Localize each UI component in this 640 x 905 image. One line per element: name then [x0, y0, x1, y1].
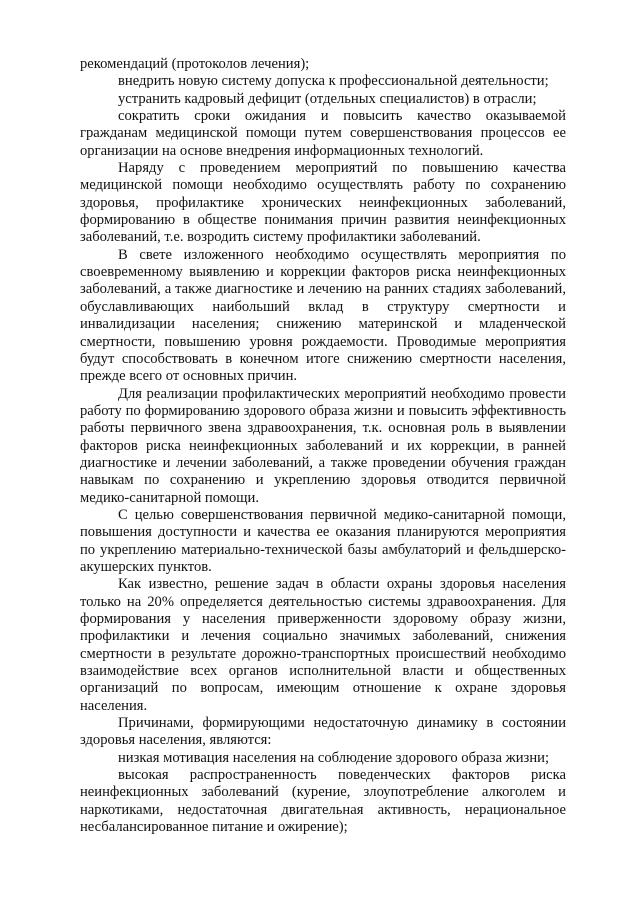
paragraph-list-item: сократить сроки ожидания и повысить качество оказываемой гражданам медицинской помощи путем совершенствования процессов ее организации на основе внедрения информационных технологий.	[80, 108, 566, 159]
paragraph: В свете изложенного необходимо осуществлять мероприятия по своевременному выявлению и коррекции факторов риска неинфекционных заболеваний, а также диагностике и лечению на ранних стадиях заболеваний, обуславливающих наибольший вклад в структуру смертности и инвалидизации населения; снижению материнской и младенческой смертности, повышению уровня рождаемости. Проводимые мероприятия будут способствовать в конечном итоге снижению смертности населения, прежде всего от основных причин.	[80, 246, 566, 385]
paragraph: Для реализации профилактических мероприятий необходимо провести работу по формированию здорового образа жизни и повысить эффективность работы первичного звена здравоохранения, т.к. основная роль в выявлении факторов риска неинфекционных заболеваний и их коррекции, в ранней диагностике и лечении заболеваний, а также проведении обучения граждан навыкам по сохранению и укреплению здоровья отводится первичной медико-санитарной помощи.	[80, 385, 566, 506]
paragraph: Наряду с проведением мероприятий по повышению качества медицинской помощи необходимо осуществлять работу по сохранению здоровья, профилактике хронических неинфекционных заболеваний, формированию в обществе понимания причин развития неинфекционных заболеваний, т.е. возродить систему профилактики заболеваний.	[80, 160, 566, 246]
paragraph: Как известно, решение задач в области охраны здоровья населения только на 20% определяется деятельностью системы здравоохранения. Для формирования у населения приверженности здоровому образу жизни, профилактики и лечения социально значимых заболеваний, снижения смертности в результате дорожно-транспортных происшествий необходимо взаимодействие всех органов исполнительной власти и общественных организаций по вопросам, имеющим отношение к охране здоровья населения.	[80, 576, 566, 714]
paragraph: Причинами, формирующими недостаточную динамику в состоянии здоровья населения, являются:	[80, 715, 566, 749]
paragraph-list-item: внедрить новую систему допуска к профессиональной деятельности;	[118, 73, 549, 90]
paragraph-list-item: низкая мотивация населения на соблюдение здорового образа жизни;	[118, 749, 549, 766]
document-page	[80, 56, 566, 836]
paragraph-continuation: рекомендаций (протоколов лечения);	[80, 56, 310, 72]
paragraph-list-item: высокая распространенность поведенческих факторов риска неинфекционных заболеваний (курение, злоупотребление алкоголем и наркотиками, недостаточная двигательная активность, нерациональное несбалансированное питание и ожирение);	[80, 767, 566, 836]
paragraph-list-item: устранить кадровый дефицит (отдельных специалистов) в отрасли;	[118, 90, 537, 107]
paragraph: С целью совершенствования первичной медико-санитарной помощи, повышения доступности и качества ее оказания планируются мероприятия по укреплению материально-технической базы амбулаторий и фельдшерско-акушерских пунктов.	[80, 506, 566, 575]
